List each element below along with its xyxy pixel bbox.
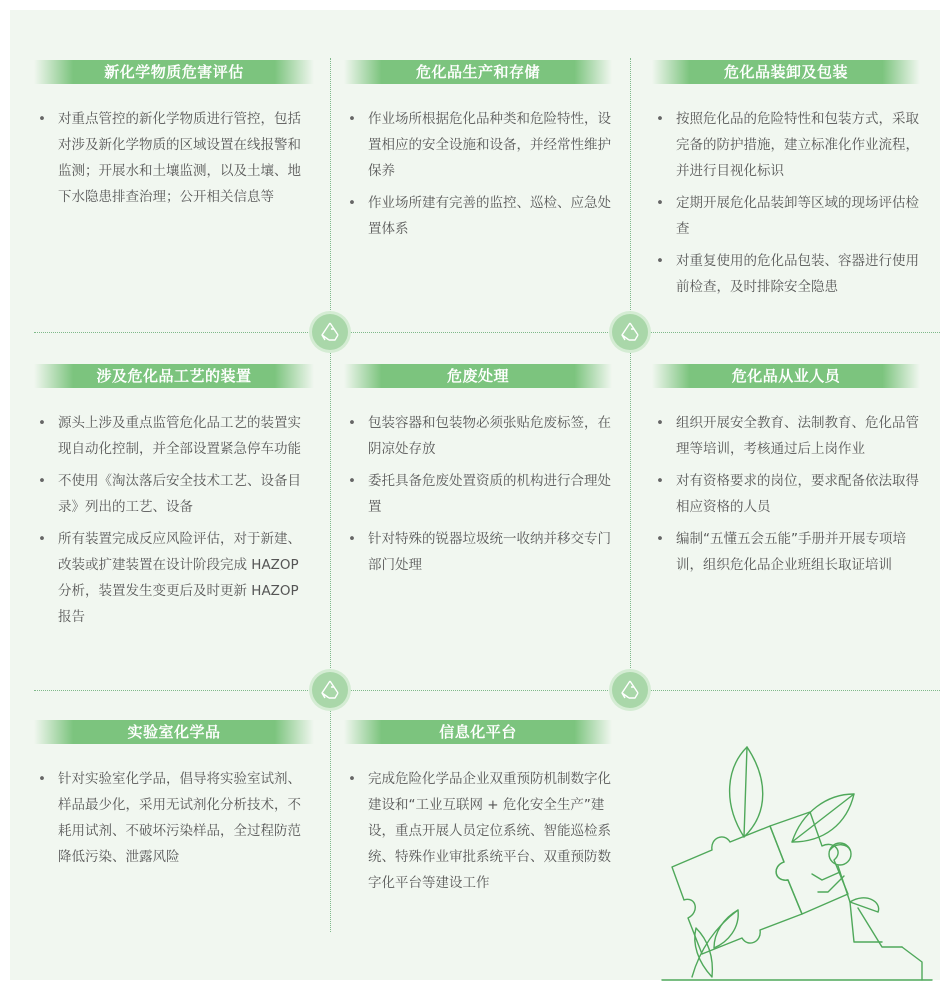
row-divider-1 <box>34 332 940 333</box>
puzzle-leaves-person-illustration <box>652 742 942 982</box>
list-item: • 包装容器和包装物必须张贴危废标签，在阴凉处存放 <box>344 410 612 462</box>
bullet-list <box>344 766 612 896</box>
bullet-list <box>34 766 314 870</box>
section-title: 信息化平台 <box>344 720 612 744</box>
section-title: 危化品从业人员 <box>652 364 920 388</box>
column-divider-1 <box>330 58 331 932</box>
bullet-list <box>34 410 314 630</box>
list-item: • 针对实验室化学品，倡导将实验室试剂、样品最少化，采用无试剂化分析技术，不耗用试剂、不破坏污染样品，全过程防范降低污染、泄露风险 <box>34 766 314 870</box>
bullet-list <box>344 410 612 578</box>
list-item: • 定期开展危化品装卸等区域的现场评估检查 <box>652 190 920 242</box>
list-item: • 不使用《淘汰落后安全技术工艺、设备目录》列出的工艺、设备 <box>34 468 314 520</box>
list-item: • 对有资格要求的岗位，要求配备依法取得相应资格的人员 <box>652 468 920 520</box>
list-item: • 编制“五懂五会五能”手册并开展专项培训，组织危化品企业班组长取证培训 <box>652 526 920 578</box>
section-hazardous-waste <box>344 364 612 584</box>
recycle-icon <box>312 314 348 350</box>
bullet-list <box>344 106 612 242</box>
section-practitioners <box>652 364 920 584</box>
list-item: • 作业场所建有完善的监控、巡检、应急处置体系 <box>344 190 612 242</box>
list-item: • 完成危险化学品企业双重预防机制数字化建设和“工业互联网 + 危化安全生产”建设，重点开展人员定位系统、智能巡检系统、特殊作业审批系统平台、双重预防数字化平台等建设工作 <box>344 766 612 896</box>
section-process-devices <box>34 364 314 636</box>
bullet-list <box>652 410 920 578</box>
list-item: • 所有装置完成反应风险评估，对于新建、改装或扩建装置在设计阶段完成 HAZOP 分析，装置发生变更后及时更新 HAZOP 报告 <box>34 526 314 630</box>
section-title: 危废处理 <box>344 364 612 388</box>
recycle-icon <box>312 672 348 708</box>
column-divider-2 <box>630 58 631 690</box>
bullet-list <box>34 106 314 210</box>
recycle-icon <box>612 672 648 708</box>
section-new-chemical-hazard <box>34 60 314 216</box>
recycle-icon <box>612 314 648 350</box>
list-item: • 源头上涉及重点监管危化品工艺的装置实现自动化控制，并全部设置紧急停车功能 <box>34 410 314 462</box>
list-item: • 对重复使用的危化品包装、容器进行使用前检查，及时排除安全隐患 <box>652 248 920 300</box>
section-production-storage <box>344 60 612 248</box>
section-information-platform <box>344 720 612 902</box>
list-item: • 组织开展安全教育、法制教育、危化品管理等培训，考核通过后上岗作业 <box>652 410 920 462</box>
list-item: • 针对特殊的锐器垃圾统一收纳并移交专门部门处理 <box>344 526 612 578</box>
list-item: • 委托具备危废处置资质的机构进行合理处置 <box>344 468 612 520</box>
bullet-list <box>652 106 920 300</box>
list-item: • 按照危化品的危险特性和包装方式，采取完备的防护措施，建立标准化作业流程，并进行目视化标识 <box>652 106 920 184</box>
list-item: • 作业场所根据危化品种类和危险特性，设置相应的安全设施和设备，并经常性维护保养 <box>344 106 612 184</box>
row-divider-2 <box>34 690 940 691</box>
section-title: 实验室化学品 <box>34 720 314 744</box>
section-title: 危化品装卸及包装 <box>652 60 920 84</box>
section-title: 新化学物质危害评估 <box>34 60 314 84</box>
section-loading-packaging <box>652 60 920 306</box>
section-title: 危化品生产和存储 <box>344 60 612 84</box>
section-title: 涉及危化品工艺的装置 <box>34 364 314 388</box>
section-lab-chemicals <box>34 720 314 876</box>
list-item: • 对重点管控的新化学物质进行管控，包括对涉及新化学物质的区域设置在线报警和监测；开展水和土壤监测，以及土壤、地下水隐患排查治理；公开相关信息等 <box>34 106 314 210</box>
